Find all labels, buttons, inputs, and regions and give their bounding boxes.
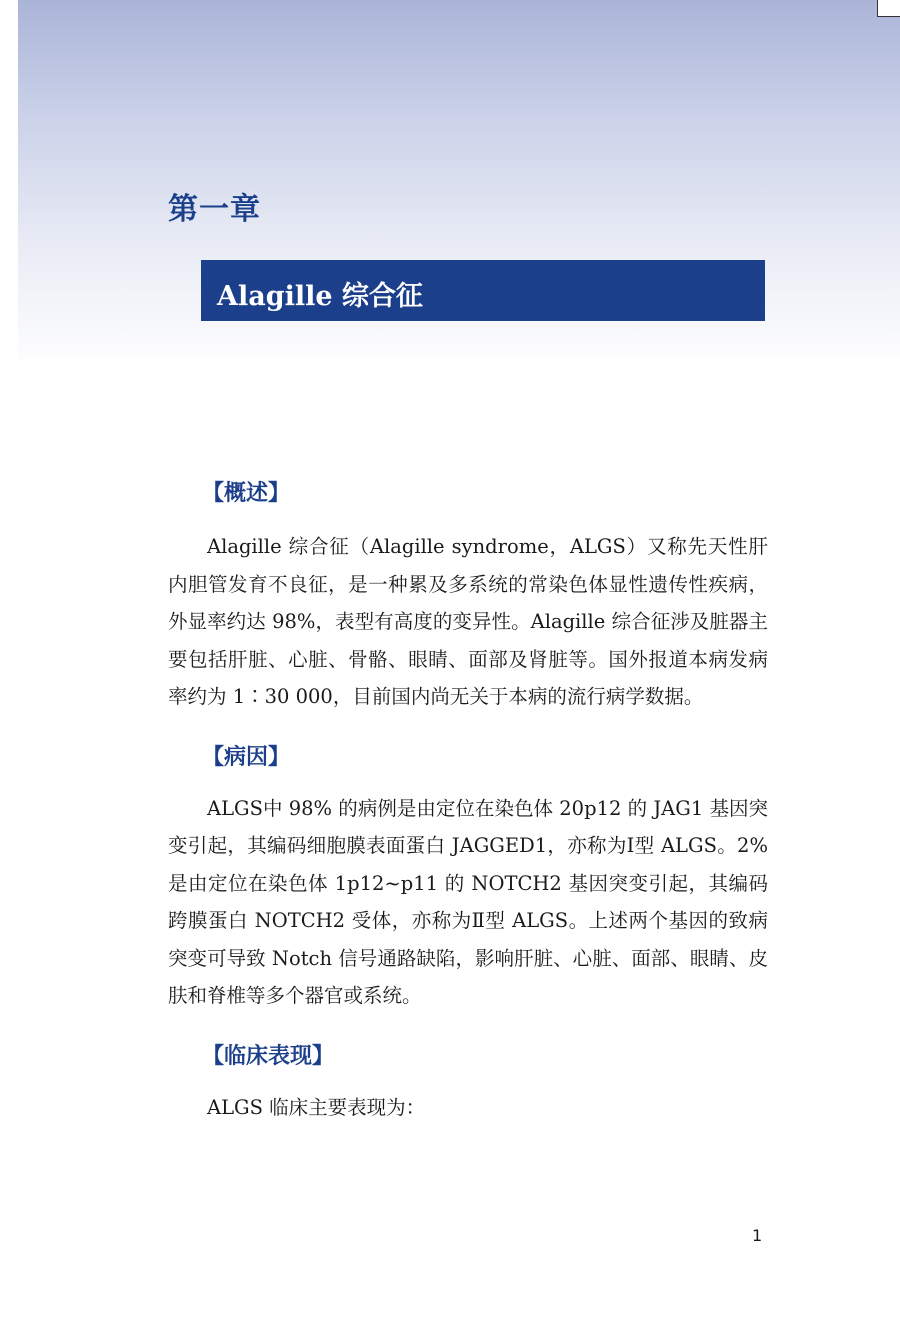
section-heading-clinical: 【临床表现】 — [202, 1043, 335, 1069]
section-paragraph-overview: Alagille 综合征（Alagille syndrome，ALGS）又称先天性肝内胆管发育不良征，是一种累及多系统的常染色体显性遗传性疾病，外显率约达 98%，表型有高度的变异性。Alagille 综合征涉及脏器主要包括肝脏、心脏、骨骼、眼睛、面部及肾脏等。国外报道本病发病率约为 1∶30 000，目前国内尚无关于本病的流行病学数据。 — [168, 535, 768, 708]
page-number: 1 — [752, 1226, 763, 1245]
section-paragraph-clinical: ALGS 临床主要表现为： — [207, 1095, 426, 1119]
chapter-title-bar — [201, 260, 765, 321]
page-content — [168, 474, 768, 1148]
section-paragraph-etiology: ALGS中 98% 的病例是由定位在染色体 20p12 的 JAG1 基因突变引起，其编码细胞膜表面蛋白 JAGGED1，亦称为Ⅰ型 ALGS。2% 是由定位在染色体 1p12~p11 的 NOTCH2 基因突变引起，其编码跨膜蛋白 NOTCH2 受体，亦称为Ⅱ型 ALGS。上述两个基因的致病突变可导致 Notch 信号通路缺陷，影响肝脏、心脏、面部、眼睛、皮肤和脊椎等多个器官或系统。 — [168, 796, 768, 1007]
chapter-number: 第一章 — [168, 192, 261, 227]
chapter-title: Alagille 综合征 — [217, 281, 423, 312]
section-heading-etiology: 【病因】 — [202, 744, 291, 770]
section-heading-overview: 【概述】 — [202, 481, 291, 506]
crop-mark — [877, 0, 900, 17]
